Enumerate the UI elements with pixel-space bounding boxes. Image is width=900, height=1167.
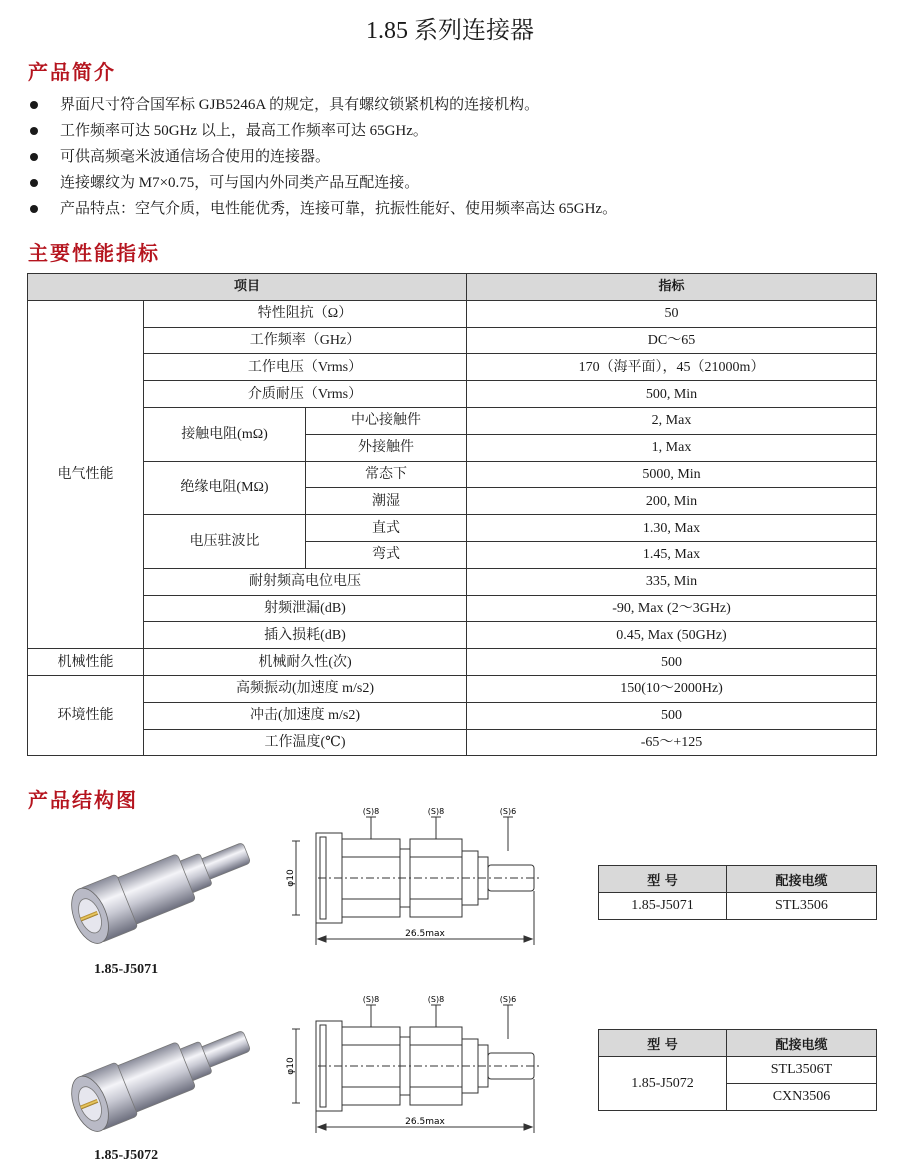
- cable-header-model: 型 号: [599, 866, 727, 893]
- connector-photo: [52, 1018, 262, 1143]
- callout-label: (S)8: [427, 807, 445, 816]
- spec-table: [27, 273, 877, 756]
- model-cell: 1.85-J5072: [599, 1057, 727, 1111]
- spec-label: 冲击(加速度 m/s2): [144, 702, 467, 729]
- table-row: [28, 327, 877, 354]
- spec-label: 接触电阻(mΩ): [144, 407, 306, 461]
- spec-value: -90, Max (2～3GHz): [467, 595, 877, 622]
- table-row: [28, 381, 877, 408]
- section-title-structure: 产品结构图: [28, 788, 138, 812]
- cable-header-cable: 配接电缆: [727, 866, 877, 893]
- cable-header-cable: 配接电缆: [727, 1030, 877, 1057]
- cable-cell: STL3506T: [727, 1057, 877, 1084]
- group-electrical: 电气性能: [28, 300, 144, 648]
- group-mechanical: 机械性能: [28, 649, 144, 676]
- table-row: [28, 515, 877, 542]
- spec-value: 335, Min: [467, 568, 877, 595]
- table-row: [28, 675, 877, 702]
- section-title-specs: 主要性能指标: [28, 241, 160, 265]
- spec-label: 射频泄漏(dB): [144, 595, 467, 622]
- length-label: 26.5max: [405, 929, 445, 939]
- length-label: 26.5max: [405, 1117, 445, 1127]
- table-row: [28, 649, 877, 676]
- cable-table: [598, 865, 877, 920]
- callout-label: (S)8: [362, 807, 380, 816]
- diameter-label: φ10: [286, 869, 296, 887]
- bullet-dot-icon: [30, 205, 38, 213]
- table-row: [28, 702, 877, 729]
- cable-header-row: [599, 866, 877, 893]
- spec-value: 150(10～2000Hz): [467, 675, 877, 702]
- bullet-dot-icon: [30, 153, 38, 161]
- intro-bullet: 连接螺纹为 M7×0.75，可与国内外同类产品互配连接。: [30, 170, 617, 196]
- cable-table: [598, 1029, 877, 1111]
- spec-value: 200, Min: [467, 488, 877, 515]
- spec-label: 电压驻波比: [144, 515, 306, 569]
- product-caption: 1.85-J5071: [94, 962, 159, 977]
- spec-label: 插入损耗(dB): [144, 622, 467, 649]
- table-row: [28, 300, 877, 327]
- spec-label: 工作频率（GHz）: [144, 327, 467, 354]
- spec-sublabel: 弯式: [306, 541, 467, 568]
- bullet-dot-icon: [30, 127, 38, 135]
- intro-bullet: 界面尺寸符合国军标 GJB5246A 的规定，具有螺纹锁紧机构的连接机构。: [30, 92, 617, 118]
- spec-label: 机械耐久性(次): [144, 649, 467, 676]
- spec-label: 工作温度(℃): [144, 729, 467, 756]
- spec-value: 5000, Min: [467, 461, 877, 488]
- table-row: [28, 595, 877, 622]
- dimension-drawing: [278, 805, 553, 950]
- spec-value: 500, Min: [467, 381, 877, 408]
- intro-bullet: 工作频率可达 50GHz 以上，最高工作频率可达 65GHz。: [30, 118, 617, 144]
- callout-label: (S)8: [427, 995, 445, 1004]
- spec-label: 耐射频高电位电压: [144, 568, 467, 595]
- section-title-intro: 产品简介: [28, 60, 116, 84]
- callout-label: (S)6: [499, 807, 517, 816]
- spec-label: 绝缘电阻(MΩ): [144, 461, 306, 515]
- model-cell: 1.85-J5071: [599, 893, 727, 920]
- spec-value: -65～+125: [467, 729, 877, 756]
- spec-value: 50: [467, 300, 877, 327]
- table-row: [28, 354, 877, 381]
- bullet-dot-icon: [30, 179, 38, 187]
- table-row: [28, 568, 877, 595]
- spec-label: 高频振动(加速度 m/s2): [144, 675, 467, 702]
- table-row: [28, 622, 877, 649]
- spec-sublabel: 常态下: [306, 461, 467, 488]
- product-caption: 1.85-J5072: [94, 1148, 159, 1163]
- callout-label: (S)8: [362, 995, 380, 1004]
- table-row: [28, 461, 877, 488]
- page-title: 1.85 系列连接器: [366, 18, 534, 44]
- intro-bullet-list: [30, 92, 617, 222]
- spec-header-row: [28, 274, 877, 301]
- spec-sublabel: 潮湿: [306, 488, 467, 515]
- cable-header-model: 型 号: [599, 1030, 727, 1057]
- bullet-dot-icon: [30, 101, 38, 109]
- spec-value: 1.45, Max: [467, 541, 877, 568]
- spec-value: 2, Max: [467, 407, 877, 434]
- table-row: [599, 1057, 877, 1084]
- spec-label: 介质耐压（Vrms）: [144, 381, 467, 408]
- cable-header-row: [599, 1030, 877, 1057]
- table-row: [599, 893, 877, 920]
- spec-sublabel: 中心接触件: [306, 407, 467, 434]
- group-environmental: 环境性能: [28, 675, 144, 755]
- spec-sublabel: 直式: [306, 515, 467, 542]
- callout-label: (S)6: [499, 995, 517, 1004]
- diameter-label: φ10: [286, 1057, 296, 1075]
- cable-cell: CXN3506: [727, 1084, 877, 1111]
- spec-value: 1, Max: [467, 434, 877, 461]
- spec-value: DC～65: [467, 327, 877, 354]
- intro-bullet: 产品特点：空气介质，电性能优秀，连接可靠，抗振性能好、使用频率高达 65GHz。: [30, 196, 617, 222]
- spec-label: 特性阻抗（Ω）: [144, 300, 467, 327]
- table-row: [28, 407, 877, 434]
- spec-value: 1.30, Max: [467, 515, 877, 542]
- spec-header-value: 指标: [467, 274, 877, 301]
- spec-value: 500: [467, 649, 877, 676]
- spec-sublabel: 外接触件: [306, 434, 467, 461]
- intro-bullet: 可供高频毫米波通信场合使用的连接器。: [30, 144, 617, 170]
- table-row: [28, 729, 877, 756]
- dimension-drawing: [278, 993, 553, 1138]
- connector-photo: [52, 830, 262, 955]
- spec-value: 500: [467, 702, 877, 729]
- spec-value: 0.45, Max (50GHz): [467, 622, 877, 649]
- spec-label: 工作电压（Vrms）: [144, 354, 467, 381]
- spec-value: 170（海平面），45（21000m）: [467, 354, 877, 381]
- cable-cell: STL3506: [727, 893, 877, 920]
- spec-header-item: 项目: [28, 274, 467, 301]
